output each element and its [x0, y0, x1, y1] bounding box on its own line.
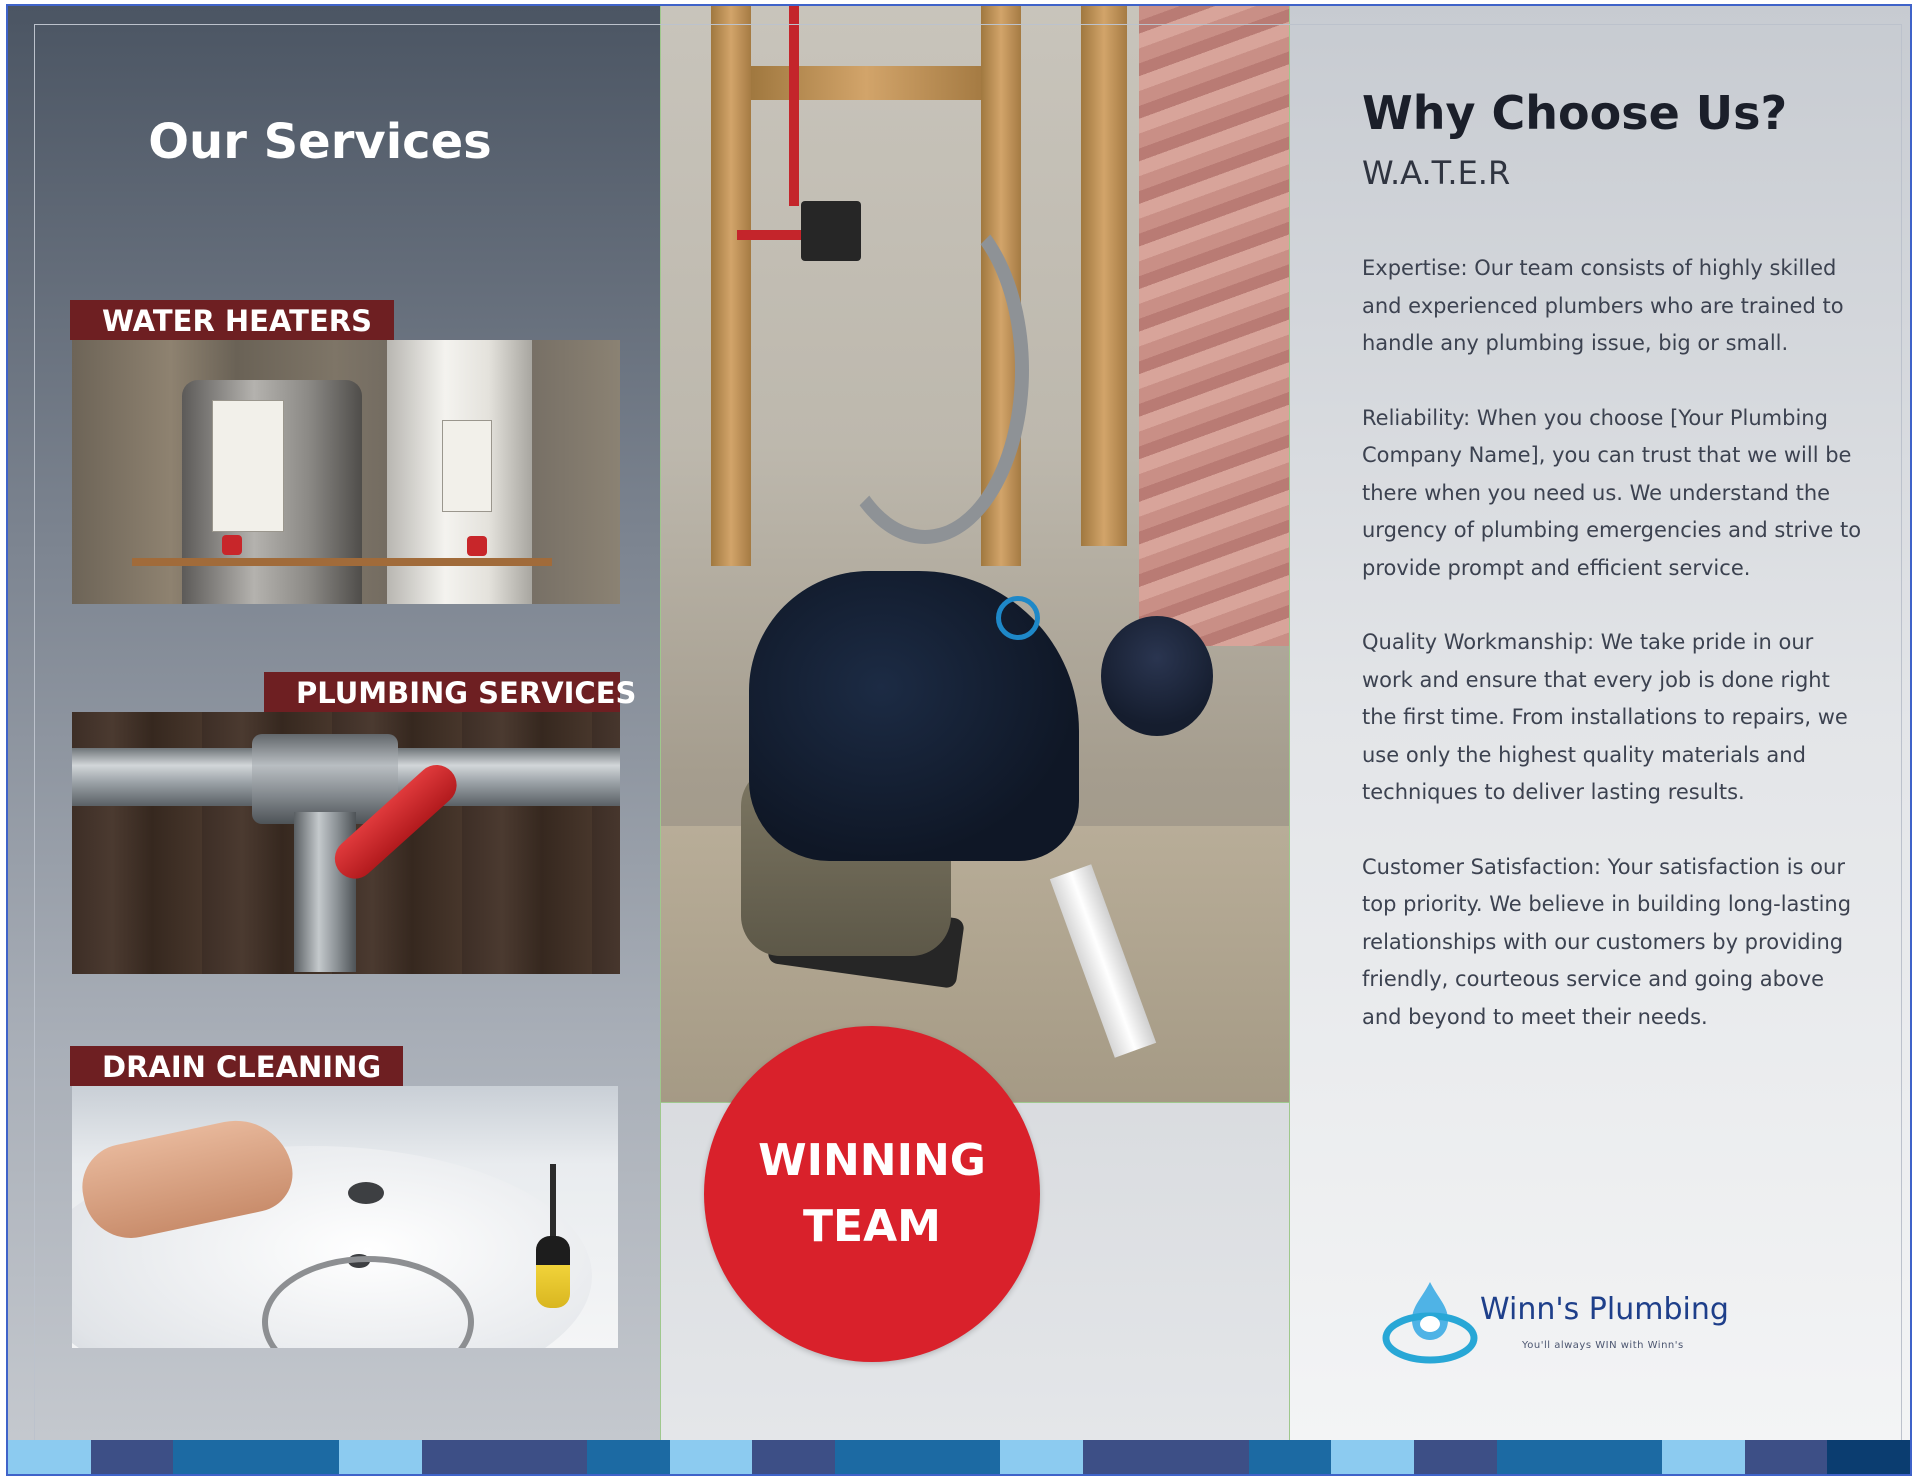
plumbing-services-tag: PLUMBING SERVICES [264, 672, 620, 712]
team-panel [660, 6, 1290, 1440]
strip-block [8, 1440, 91, 1476]
copper-pipe [132, 558, 552, 566]
strip-block [1827, 1440, 1910, 1476]
strip-block [339, 1440, 422, 1476]
services-title: Our Services [148, 114, 492, 170]
services-panel [8, 6, 660, 1440]
company-logo [1382, 1270, 1802, 1370]
quality-paragraph: Quality Workmanship: We take pride in our work and ensure that every job is done right the first time. From installations to repairs, we use only the highest quality materials and techniques to deliver lasting results. [1362, 630, 1848, 804]
wall-stud [1081, 6, 1127, 546]
wall-stud [711, 6, 751, 566]
wall-insulation [1139, 6, 1289, 646]
brochure-page [6, 4, 1912, 1476]
pipe-tee-fitting [252, 734, 398, 824]
logo-tagline: You'll always WIN with Winn's [1522, 1340, 1684, 1351]
heater-warning-label [212, 400, 284, 532]
drain-cleaning-photo [72, 1086, 618, 1348]
expertise-paragraph: Expertise: Our team consists of highly skilled and experienced plumbers who are trained to handle any plumbing issue, big or small. [1362, 256, 1844, 355]
why-choose-title: Why Choose Us? [1362, 86, 1788, 140]
strip-block [1000, 1440, 1083, 1476]
strip-block [1166, 1440, 1249, 1476]
strip-block [587, 1440, 670, 1476]
strip-block [670, 1440, 753, 1476]
grey-conduit [821, 196, 1029, 544]
strip-block [91, 1440, 174, 1476]
strip-block [918, 1440, 1001, 1476]
strip-block [1414, 1440, 1497, 1476]
strip-block [1497, 1440, 1580, 1476]
winning-team-text [758, 1128, 986, 1260]
water-drop-icon [1382, 1280, 1478, 1366]
strip-block [504, 1440, 587, 1476]
strip-block [1579, 1440, 1662, 1476]
plumbing-services-photo [72, 712, 620, 974]
sink-drain [348, 1182, 384, 1204]
drain-cleaning-tag: DRAIN CLEANING [70, 1046, 403, 1086]
strip-block [752, 1440, 835, 1476]
winning-team-badge [704, 1026, 1040, 1362]
vertical-pipe [294, 812, 356, 972]
strip-block [1745, 1440, 1828, 1476]
plumber-at-work-photo [661, 6, 1289, 1103]
why-choose-body [1362, 250, 1862, 1073]
strip-block [256, 1440, 339, 1476]
why-choose-panel [1290, 6, 1910, 1440]
screwdriver-handle [536, 1236, 570, 1308]
strip-block [422, 1440, 505, 1476]
strip-block [835, 1440, 918, 1476]
strip-block [1331, 1440, 1414, 1476]
badge-line-2: TEAM [803, 1201, 941, 1252]
strip-block [1249, 1440, 1332, 1476]
heater-rating-label [442, 420, 492, 512]
wall-crossbar [751, 66, 981, 100]
red-supply-line [789, 6, 799, 206]
badge-line-1: WINNING [758, 1135, 986, 1186]
red-supply-line [737, 230, 807, 240]
screwdriver [550, 1164, 556, 1240]
strip-block [1083, 1440, 1166, 1476]
satisfaction-paragraph: Customer Satisfaction: Your satisfaction is our top priority. We believe in building long-lasting relationships with our customers by providing friendly, courteous service and going above and beyond to meet their needs. [1362, 854, 1852, 1029]
water-heaters-tag: WATER HEATERS [70, 300, 394, 340]
water-heaters-photo [72, 340, 620, 604]
strip-block [1662, 1440, 1745, 1476]
shutoff-valve [467, 536, 487, 556]
reliability-paragraph: Reliability: When you choose [Your Plumbing Company Name], you can trust that we will be there when you need us. We understand the urgency of plumbing emergencies and strive to provide prompt and efficient service. [1362, 405, 1862, 580]
why-choose-subtitle: W.A.T.E.R [1362, 154, 1511, 192]
shutoff-valve [222, 535, 242, 555]
strip-block [173, 1440, 256, 1476]
plumber-head [1101, 616, 1213, 736]
shirt-logo-icon [996, 596, 1040, 640]
decorative-strip [8, 1440, 1910, 1476]
logo-name: Winn's Plumbing [1480, 1292, 1729, 1327]
